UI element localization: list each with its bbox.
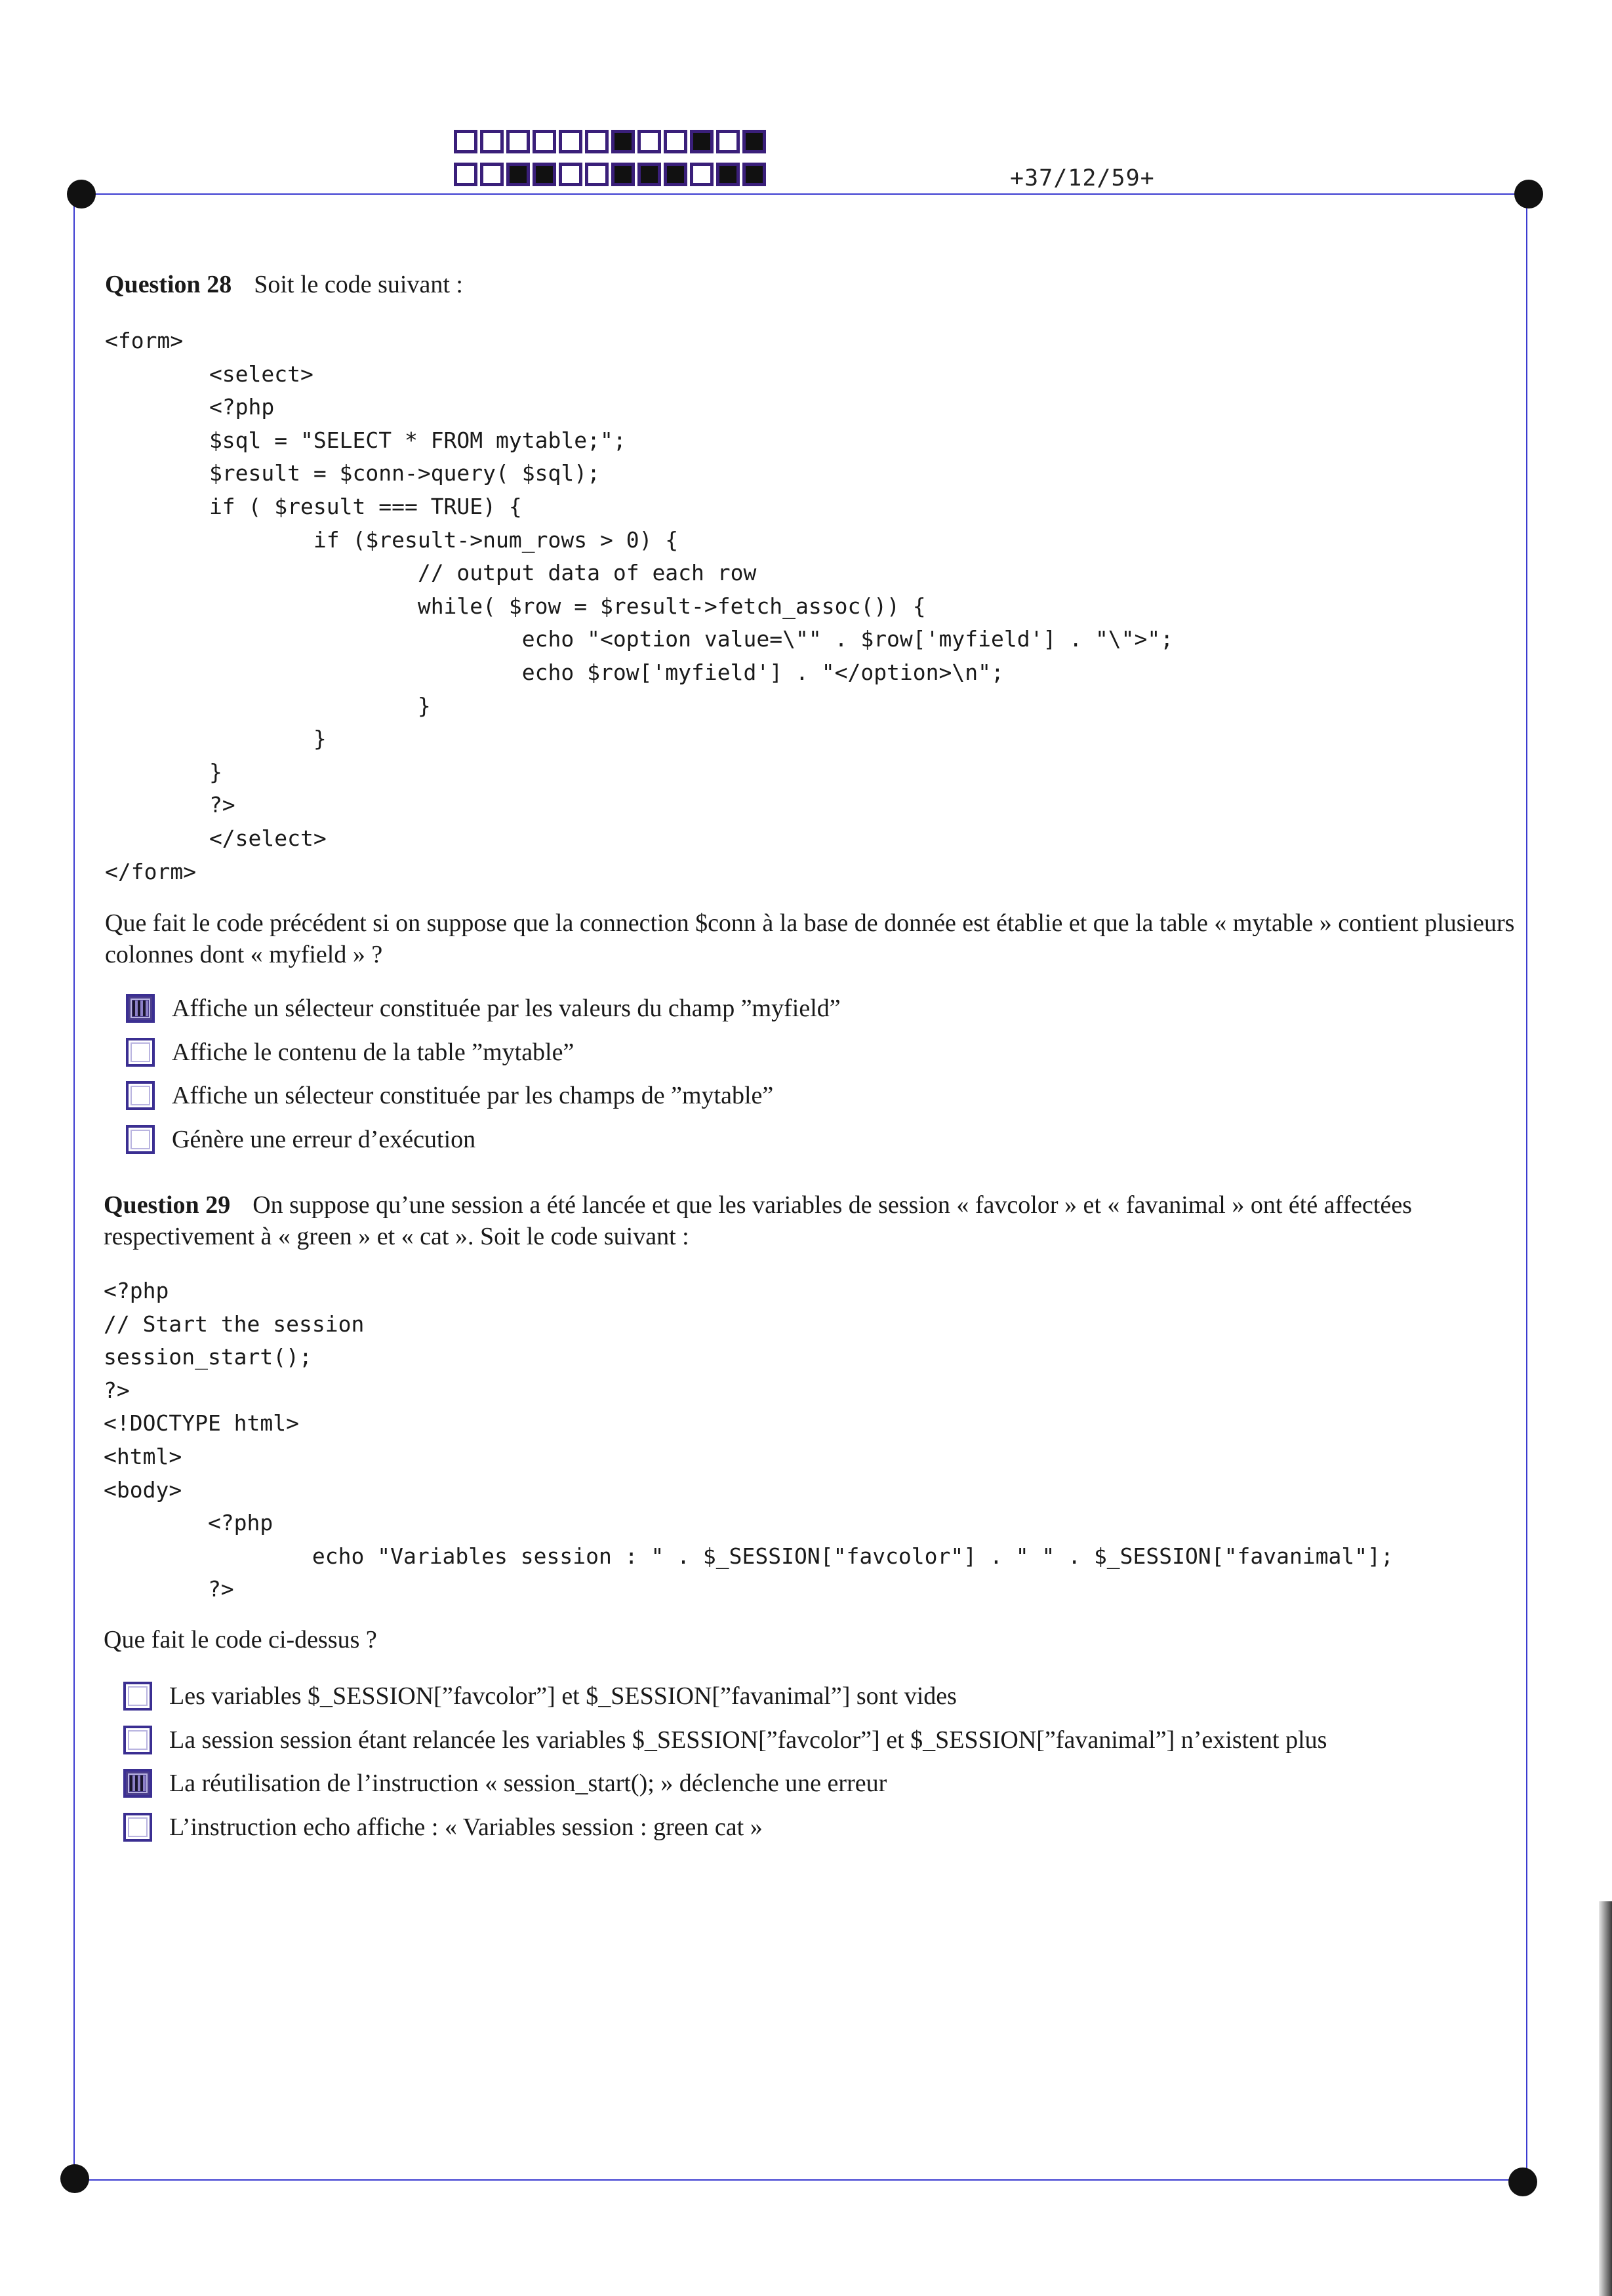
answer-label: La session session étant relancée les variables $_SESSION[”favcolor”] et $_SESSION[”favanimal”] n’existent plus [169, 1726, 1327, 1754]
checkbox[interactable] [126, 1038, 155, 1067]
checkbox[interactable] [123, 1682, 152, 1711]
barcode-cell [611, 130, 635, 153]
answer-list-q29 [123, 1674, 1327, 1849]
corner-mark-top-right [1514, 180, 1543, 208]
corner-mark-bottom-right [1508, 2167, 1537, 2196]
barcode-cell [716, 130, 740, 153]
barcode-cell [585, 163, 609, 186]
barcode-cell [559, 163, 582, 186]
answer-list-q28 [126, 987, 841, 1161]
answer-label: Affiche le contenu de la table ”mytable” [172, 1038, 574, 1066]
corner-mark-top-left [67, 180, 96, 208]
frame-top-line [81, 193, 1529, 195]
frame-left-line [73, 194, 75, 2179]
question-title: Question 29 [104, 1191, 231, 1219]
answer-option[interactable] [126, 1118, 841, 1162]
answer-option[interactable] [126, 1074, 841, 1118]
code-block-q29: <?php // Start the session session_start(); ?> <!DOCTYPE html> <html> <body> <?php echo "Variables session : " . $_SESSION["favcolor"] . " " . $_SESSION["favanimal"]; ?> [104, 1278, 1394, 1602]
barcode-cell [664, 163, 687, 186]
barcode-cell [480, 163, 504, 186]
barcode-cell [637, 130, 661, 153]
barcode-cell [690, 163, 714, 186]
barcode-cell [454, 163, 477, 186]
corner-mark-bottom-left [60, 2164, 89, 2193]
checkbox[interactable] [126, 1081, 155, 1110]
barcode-cell [506, 130, 530, 153]
answer-option[interactable] [126, 1031, 841, 1075]
answer-label: Les variables $_SESSION[”favcolor”] et $_SESSION[”favanimal”] sont vides [169, 1682, 957, 1711]
frame-right-line [1526, 194, 1527, 2181]
question-title: Question 28 [105, 271, 232, 298]
barcode-cell [742, 130, 766, 153]
answer-label: La réutilisation de l’instruction « session_start(); » déclenche une erreur [169, 1770, 887, 1798]
frame-bottom-line [73, 2179, 1524, 2181]
barcode-cell [533, 130, 556, 153]
barcode-cell [611, 163, 635, 186]
barcode-cell [533, 163, 556, 186]
checked-checkbox[interactable] [126, 994, 155, 1023]
barcode-cell [637, 163, 661, 186]
answer-label: Affiche un sélecteur constituée par les champs de ”mytable” [172, 1082, 774, 1110]
barcode-cell [664, 130, 687, 153]
barcode-cell [585, 130, 609, 153]
barcode-cell [454, 130, 477, 153]
barcode-cell [690, 130, 714, 153]
barcode-cell [480, 130, 504, 153]
barcode-cell [716, 163, 740, 186]
barcode-cell [742, 163, 766, 186]
answer-label: Génère une erreur d’exécution [172, 1125, 476, 1153]
answer-label: Affiche un sélecteur constituée par les valeurs du champ ”myfield” [172, 995, 841, 1023]
scan-edge-shadow [1599, 1901, 1612, 2296]
question-prompt: Soit le code suivant : [254, 271, 463, 298]
answer-option[interactable] [123, 1718, 1327, 1762]
checkbox[interactable] [123, 1726, 152, 1754]
question-29-text: Que fait le code ci-dessus ? [104, 1626, 377, 1653]
question-29-header [104, 1189, 1507, 1252]
question-prompt: On suppose qu’une session a été lancée et que les variables de session « favcolor » et « favanimal » ont été affectées respectivement à « green » et « cat ». Soit le code suivant : [104, 1191, 1412, 1250]
answer-option[interactable] [123, 1762, 1327, 1806]
page-id: +37/12/59+ [1010, 165, 1155, 191]
checked-checkbox[interactable] [123, 1769, 152, 1798]
question-28-header [105, 269, 463, 300]
barcode-row-2 [454, 163, 769, 186]
barcode-cell [506, 163, 530, 186]
checkbox[interactable] [126, 1125, 155, 1154]
question-28-text: Que fait le code précédent si on suppose que la connection $conn à la base de donnée est établie et que la table « mytable » contient plusieurs colonnes dont « myfield » ? [105, 909, 1515, 968]
barcode-cell [559, 130, 582, 153]
answer-option[interactable] [123, 1674, 1327, 1718]
code-block-q28: <form> <select> <?php $sql = "SELECT * FROM mytable;"; $result = $conn->query( $sql); if ( $result === TRUE) { if ($result->num_rows > 0) { // output data of each row while( $row = $result->fetch_assoc()) { echo "<option value=\"" . $row['myfield'] . "\">"; echo $row['myfield'] . "</option>\n"; } } } ?> </select> </form> [105, 328, 1174, 884]
answer-option[interactable] [126, 987, 841, 1031]
answer-label: L’instruction echo affiche : « Variables session : green cat » [169, 1813, 763, 1841]
checkbox[interactable] [123, 1813, 152, 1842]
barcode-row-1 [454, 130, 769, 153]
answer-option[interactable] [123, 1806, 1327, 1850]
